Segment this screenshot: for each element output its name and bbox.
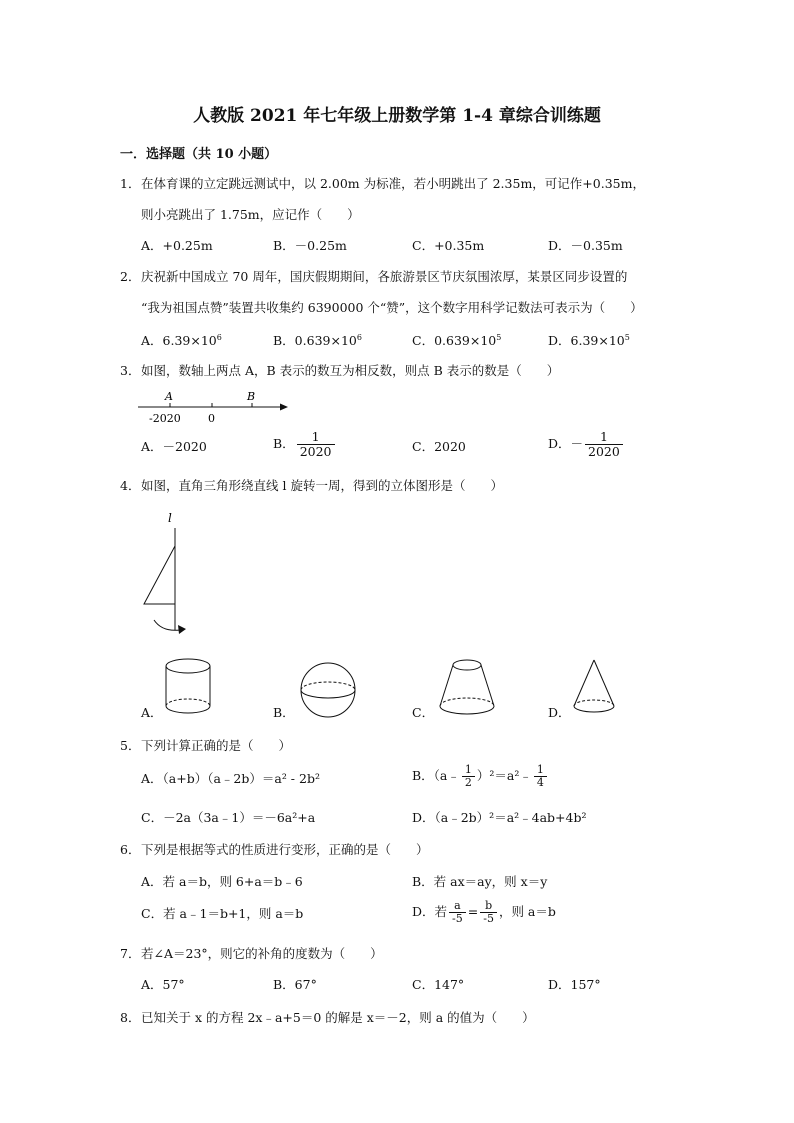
number-line-arrow xyxy=(280,404,288,411)
option-d: D．若 $\frac{a}{-5}$ = $\frac{b}{-5}$ ，则 a＝b xyxy=(412,899,556,926)
option-c: C． xyxy=(412,705,435,720)
option-a: A．$6.39\times 10^6$ xyxy=(141,333,222,349)
option-d: D．－0.35m xyxy=(548,238,623,253)
value-label-zero: 0 xyxy=(208,412,215,425)
option-b: B． xyxy=(273,705,295,720)
option-b: B．67° xyxy=(273,977,317,992)
axis-l-label: l xyxy=(168,511,172,525)
question-number: 6． xyxy=(120,842,141,857)
option-a: A．若 a＝b，则 6+a＝b﹣6 xyxy=(141,874,303,889)
option-b: B． $\frac{1}{2020}$ xyxy=(273,430,337,459)
question-text-line1: 若∠A＝23°，则它的补角的度数为（ ） xyxy=(141,946,383,961)
option-d: D．（a﹣2b）²＝a²﹣4ab+4b² xyxy=(412,810,587,825)
value-label-a: -2020 xyxy=(149,412,181,425)
question-number: 1． xyxy=(120,176,141,191)
question-text-line1: 庆祝新中国成立 70 周年，国庆假期期间，各旅游景区节庆氛围浓厚，某景区同步设置的 xyxy=(141,269,628,284)
option-c: C．$0.639\times 10^5$ xyxy=(412,333,502,349)
question-number: 7． xyxy=(120,946,141,961)
question-text-line2: 则小亮跳出了 1.75m，应记作（ ） xyxy=(141,207,360,222)
option-b: B．－0.25m xyxy=(273,238,347,253)
option-c: C．147° xyxy=(412,977,465,992)
number-line-figure xyxy=(136,386,296,428)
question-text-line1: 已知关于 x 的方程 2x﹣a+5＝0 的解是 x＝－2，则 a 的值为（ ） xyxy=(141,1010,535,1025)
option-b: B．若 ax＝ay，则 x＝y xyxy=(412,874,548,889)
question-text-line2: “我为祖国点赞”装置共收集约 6390000 个“赞”，这个数字用科学记数法可表示为（ ） xyxy=(141,300,643,315)
option-a: A．（a+b）（a﹣2b）＝a² - 2b² xyxy=(141,771,320,786)
option-c: C．若 a﹣1＝b+1，则 a＝b xyxy=(141,906,304,921)
question-number: 8． xyxy=(120,1010,141,1025)
question-text-line1: 在体育课的立定跳远测试中，以 2.00m 为标准，若小明跳出了 2.35m，可记作+0.35m， xyxy=(141,176,645,191)
question-text-line1: 下列计算正确的是（ ） xyxy=(141,738,292,753)
right-triangle xyxy=(144,546,175,604)
frustum-icon xyxy=(436,656,498,718)
question-number: 3． xyxy=(120,363,141,378)
option-d: D．－ $\frac{1}{2020}$ xyxy=(548,430,625,459)
option-a: A．－2020 xyxy=(141,439,207,454)
point-b-label: B xyxy=(247,390,256,403)
option-d: D．157° xyxy=(548,977,601,992)
option-b: B．（a﹣ $\frac{1}{2}$ ）²＝a²﹣ $\frac{1}{4}$ xyxy=(412,764,549,789)
rotation-arrow-head xyxy=(178,625,186,634)
triangle-rotation-figure xyxy=(136,508,196,640)
option-a: A．57° xyxy=(141,977,185,992)
option-b: B．$0.639\times 10^6$ xyxy=(273,333,362,349)
option-a: A． xyxy=(141,705,163,720)
option-d: D． xyxy=(548,705,571,720)
question-text-line1: 如图，数轴上两点 A，B 表示的数互为相反数，则点 B 表示的数是（ ） xyxy=(141,363,560,378)
cylinder-icon xyxy=(160,656,216,718)
question-number: 5． xyxy=(120,738,141,753)
option-c: C．+0.35m xyxy=(412,238,485,253)
point-a-label: A xyxy=(165,390,173,403)
option-c: C．－2a（3a﹣1）＝－6a²+a xyxy=(141,810,316,825)
option-d: D．$6.39\times 10^5$ xyxy=(548,333,630,349)
cone-icon xyxy=(570,656,618,718)
question-text-line1: 下列是根据等式的性质进行变形，正确的是（ ） xyxy=(141,842,429,857)
option-c: C．2020 xyxy=(412,439,466,454)
question-number: 4． xyxy=(120,478,141,493)
rotation-arrow-arc xyxy=(154,620,180,630)
page-title: 人教版 2021 年七年级上册数学第 1-4 章综合训练题 xyxy=(193,106,601,126)
question-text-line1: 如图，直角三角形绕直线 l 旋转一周，得到的立体图形是（ ） xyxy=(141,478,503,493)
option-a: A．+0.25m xyxy=(141,238,213,253)
section-heading: 一．选择题（共 10 小题） xyxy=(120,147,278,162)
question-number: 2． xyxy=(120,269,141,284)
sphere-icon xyxy=(298,660,358,720)
